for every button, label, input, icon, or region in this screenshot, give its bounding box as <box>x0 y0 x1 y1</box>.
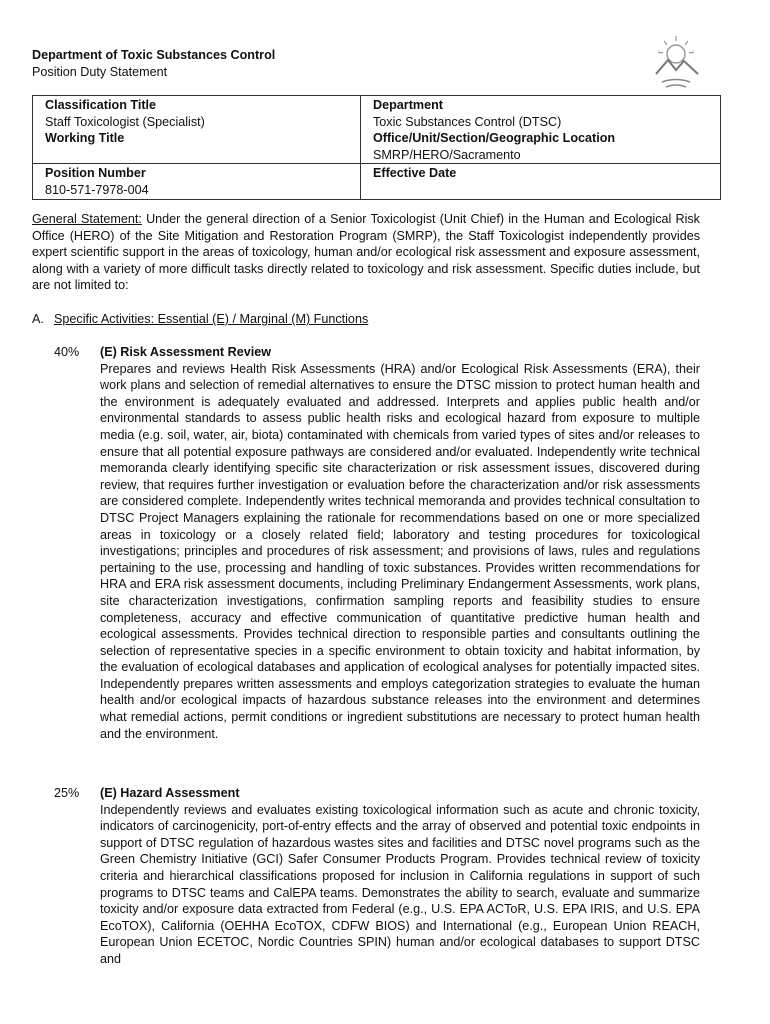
office-value: SMRP/HERO/Sacramento <box>373 147 521 162</box>
effective-date-label: Effective Date <box>373 166 457 181</box>
org-name: Department of Toxic Substances Control <box>32 48 276 62</box>
duty-title: (E) Risk Assessment Review <box>100 345 272 359</box>
duty-percent: 40% <box>54 345 80 359</box>
section-a-letter: A. <box>32 312 44 326</box>
department-label: Department <box>373 98 443 112</box>
dtsc-sun-mountain-logo-icon <box>642 30 712 100</box>
duty-percent: 25% <box>54 786 80 800</box>
left-info-cell <box>33 96 361 164</box>
position-number-value: 810-571-7978-004 <box>45 182 149 197</box>
section-a-heading <box>32 311 368 328</box>
section-a-title: Specific Activities: Essential (E) / Marginal (M) Functions <box>54 312 369 326</box>
position-number-label: Position Number <box>45 166 146 181</box>
duty-title: (E) Hazard Assessment <box>100 786 240 800</box>
duty-text: Independently reviews and evaluates existing toxicological information such as acute and chronic toxicity, indicators of carcinogenicity, port-of-entry effects and the array of observed and potential toxic endpoints in support of DTSC regulation of hazardous wastes sites and facilities and DTSC novel programs such as the Green Chemistry Initiative (GCI) Safer Consumer Products Program. Provides technical review of toxicity criteria and hierarchical classifications proposed for inclusion in California regulations in support of such programs to DTSC teams and CalEPA teams. Demonstrates the ability to search, evaluate and summarize toxicity and/or exposure data extracted from Federal (e.g., U.S. EPA ACToR, U.S. EPA IRIS, and U.S. EPA EcoTOX), California (OEHHA EcoTOX, CDFW BIOS) and International (e.g., European Union REACH, European Union ECETOC, Nordic Countries SPIN) human and/or ecological databases to support DTSC and <box>100 802 700 966</box>
effective-date-cell <box>361 164 721 200</box>
position-info-table <box>32 95 721 200</box>
office-label: Office/Unit/Section/Geographic Location <box>373 131 616 146</box>
duty-text: Prepares and reviews Health Risk Assessments (HRA) and/or Ecological Risk Assessments (ERA), their work plans and selection of remedial alternatives to ensure the DTSC mission to protect human health and the environment is adequately evaluated and addressed. Interprets and applies public health and/or environmental standards to assess public health risks and ecological hazard from exposure to multiple media (e.g. soil, water, air, biota) contaminated with chemicals from varied types of sites and/or releases to ensure that all potential exposure pathways are considered and/or evaluated. Independently write technical memoranda clearly identifying specific site characterization or risk assessment issues, discovered during review, that requires further investigation or evaluation before the characterization and/or risk assessments are considered complete. Independently writes technical memoranda and provides technical consultation to DTSC Project Managers explaining the rationale for recommendations based on one or more specialized areas in toxicology or a closely related field; laboratory and testing procedures for toxicological investigations; principles and procedures of risk assessment; and provisions of laws, rules and regulations pertaining to the use, processing and handling of toxic substances. Provides written recommendations for HRA and ERA risk assessment documents, including Preliminary Endangerment Assessments, work plans, site characterization investigations, confirmation sampling reports and feasibility studies to ensure completeness, accuracy and effective communication of quantitative predictive human health and ecological assessments. Provides technical direction to responsible parties and consultants outlining the selection of representative species in a specific environment to obtain toxicity and habitat information, by the evaluation of ecological databases and application of ecological analyses for potentially impacted sites. Independently prepares written assessments and employs categorization strategies to evaluate the human health and/or ecological impacts of hazardous substance releases into the environment and determines what remedial actions, permit conditions or ingredient substitutions are necessary to protect human health and the environment. <box>100 361 700 741</box>
general-statement-text: Under the general direction of a Senior Toxicologist (Unit Chief) in the Human and Ecological Risk Office (HERO) of the Site Mitigation and Restoration Program (SMRP), the Staff Toxicologist independently provides expert scientific support in the areas of toxicology, human and/or ecological risk assessment and exposure assessment, along with a variety of more difficult tasks directly related to toxicology and risk assessment. Specific duties include, but are not limited to: <box>32 212 700 293</box>
document-header <box>32 47 275 81</box>
duty-item <box>32 785 700 968</box>
working-title-label: Working Title <box>45 131 125 146</box>
classification-title-value: Staff Toxicologist (Specialist) <box>45 114 205 129</box>
general-statement-label: General Statement: <box>32 212 142 226</box>
classification-title-label: Classification Title <box>45 98 157 112</box>
right-info-cell <box>361 96 721 164</box>
department-value: Toxic Substances Control (DTSC) <box>373 114 562 129</box>
general-statement <box>32 211 700 294</box>
doc-type: Position Duty Statement <box>32 65 168 79</box>
position-number-cell <box>33 164 361 200</box>
duty-item <box>32 344 700 742</box>
